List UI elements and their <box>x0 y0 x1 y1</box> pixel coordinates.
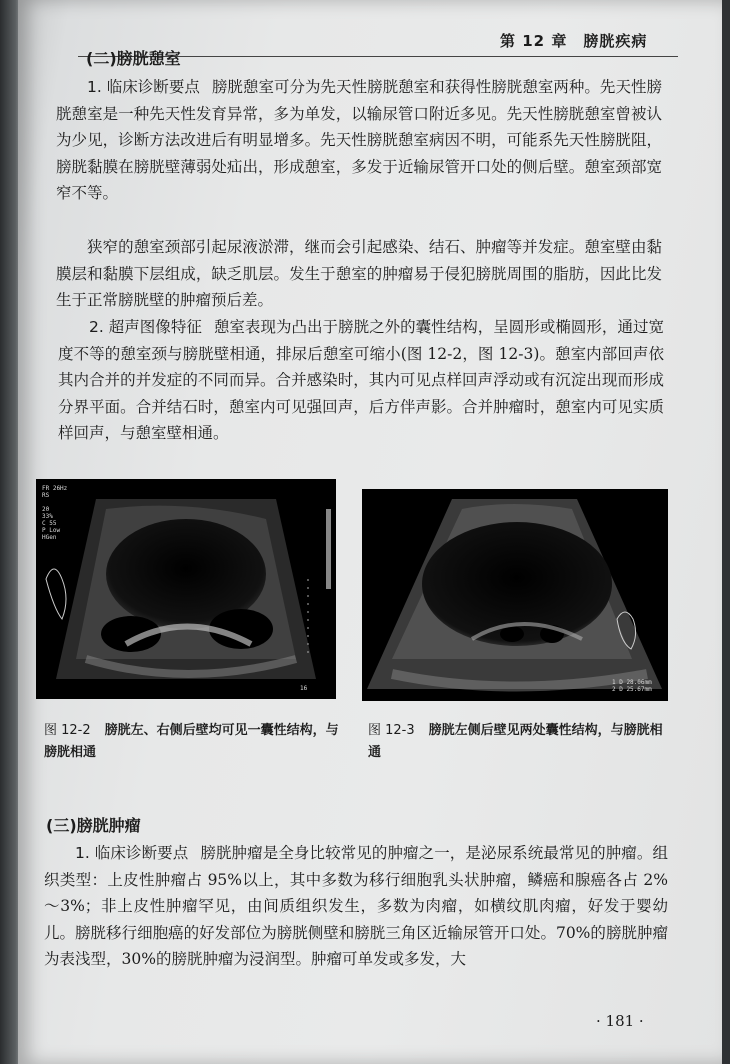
ultrasound-image-12-2 <box>36 479 336 699</box>
paragraph-text: 膀胱肿瘤是全身比较常见的肿瘤之一，是泌尿系统最常见的肿瘤。组织类型：上皮性肿瘤占 95%以上，其中多数为移行细胞乳头状肿瘤，鳞癌和腺癌各占 2%～3%；非上皮性肿瘤罕见，由间质组织发生，多数为肉瘤，如横纹肌肉瘤，好发于婴幼儿。膀胱移行细胞癌的好发部位为膀胱侧壁和膀胱三角区近输尿管开口处。70%的膀胱肿瘤为表浅型，30%的膀胱肿瘤为浸润型。肿瘤可单发或多发，大 <box>44 844 668 968</box>
figure-caption-text: 膀胱左侧后壁见两处囊性结构，与膀胱相通 <box>368 723 663 760</box>
figure-caption-text: 膀胱左、右侧后壁均可见一囊性结构，与膀胱相通 <box>44 723 339 760</box>
ultrasound-overlay-text: FR 26Hz RS 20 33% C 55 P Low HGen <box>42 485 68 541</box>
paragraph-diverticulum-ultrasound <box>58 314 664 447</box>
ultrasound-graphic <box>36 479 336 699</box>
figure-caption-12-3 <box>368 720 668 764</box>
ultrasound-scale-label: 16 <box>300 685 308 692</box>
paragraph-lead: 1. 临床诊断要点 <box>75 844 189 862</box>
page-number: · 181 · <box>596 1012 644 1030</box>
figure-number: 图 12-3 <box>368 723 415 738</box>
ultrasound-image-12-3 <box>362 489 668 701</box>
book-right-edge <box>722 0 730 1064</box>
paragraph-lead: 2. 超声图像特征 <box>89 318 202 336</box>
figure-caption-12-2 <box>44 720 344 764</box>
ultrasound-measurement-text: 1 D 28.06mm 2 D 25.67mm <box>612 679 652 693</box>
running-header: 第 12 章 膀胱疾病 <box>500 32 648 50</box>
paragraph-text: 憩室表现为凸出于膀胱之外的囊性结构，呈圆形或椭圆形，通过宽度不等的憩室颈与膀胱壁相通，排尿后憩室可缩小(图 12-2，图 12-3)。憩室内部回声依其内合并的并发症的不同而异。合并感染时，其内可见点样回声浮动或有沉淀出现而形成分界平面。合并结石时，憩室内可见强回声，后方伴声影。合并肿瘤时，憩室内可见实质样回声，与憩室壁相通。 <box>58 318 664 442</box>
figure-number: 图 12-2 <box>44 723 91 738</box>
section-title-tumor: (三)膀胱肿瘤 <box>46 816 141 835</box>
section-title-diverticulum: (二)膀胱憩室 <box>86 49 181 68</box>
paragraph-diverticulum-clinical <box>56 74 662 207</box>
ultrasound-graphic <box>362 489 668 701</box>
paragraph-text: 膀胱憩室可分为先天性膀胱憩室和获得性膀胱憩室两种。先天性膀胱憩室是一种先天性发育异常，多为单发，以输尿管口附近多见。先天性膀胱憩室曾被认为少见，诊断方法改进后有明显增多。先天性膀胱憩室病因不明，可能系先天性膀胱阻，膀胱黏膜在膀胱壁薄弱处疝出，形成憩室，多发于近输尿管开口处的侧后壁。憩室颈部宽窄不等。 <box>56 78 662 202</box>
paragraph-diverticulum-complications: 狭窄的憩室颈部引起尿液淤滞，继而会引起感染、结石、肿瘤等并发症。憩室壁由黏膜层和黏膜下层组成，缺乏肌层。发生于憩室的肿瘤易于侵犯膀胱周围的脂肪，因此比发生于正常膀胱壁的肿瘤预后差。 <box>56 238 662 309</box>
paragraph-lead: 1. 临床诊断要点 <box>87 78 200 96</box>
paragraph-tumor-clinical <box>44 840 668 973</box>
